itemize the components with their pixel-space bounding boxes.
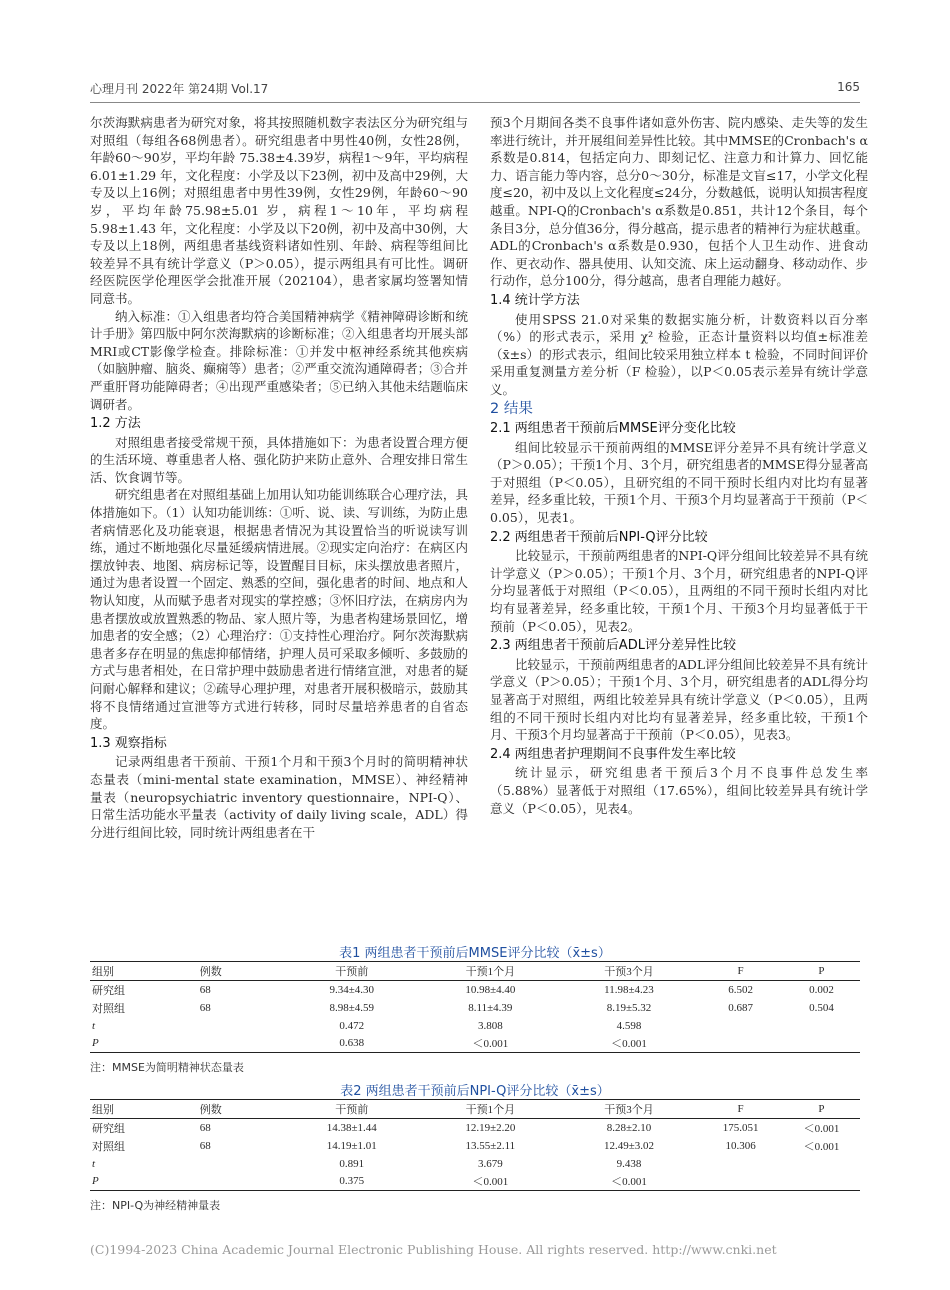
table-caption: 表2 两组患者干预前后NPI-Q评分比较（x̄±s） — [340, 1084, 610, 1099]
table-row — [90, 1137, 860, 1155]
left-column — [90, 114, 468, 841]
page-header — [90, 80, 860, 98]
cell: ＜0.001 — [560, 1172, 699, 1191]
table-row — [90, 1119, 860, 1138]
paragraph: 研究组患者在对照组基础上加用认知功能训练联合心理疗法，具体措施如下。（1）认知功能训练：①听、说、读、写训练，为防止患者病情恶化及功能衰退，根据患者情况为其设置恰当的听说读写训练，通过不断地强化尽量延缓病情进展。②现实定向治疗：在病区内摆放钟表、地图、病房标记等，设置醒目目标，床头摆放患者照片，通过为患者设置一个固定、熟悉的空间，强化患者的时间、地点和人物认知度，从而赋予患者对现实的掌控感；③怀旧疗法，在病房内为患者摆放或放置熟悉的物品、家人照片等，为患者构建场景回忆，增加患者的安全感；（2）心理治疗：①支持性心理治疗。阿尔茨海默病患者多存在明显的焦虑抑郁情绪，护理人员可采取多倾听、多鼓励的方式与患者相处，在日常护理中鼓励患者进行情绪宣泄，对患者的疑问耐心解释和建议；②疏导心理护理，对患者开展积极暗示，鼓励其将不良情绪通过宣泄等方式进行转移，同时尽量培养患者的自省态度。 — [90, 487, 468, 732]
cell: 对照组 — [92, 1141, 125, 1153]
cell: 对照组 — [92, 1003, 125, 1015]
cell — [783, 1034, 860, 1053]
col-header: 干预3个月 — [560, 962, 699, 981]
copyright-footer: (C)1994-2023 China Academic Journal Electronic Publishing House. All rights reserved. http://www.cnki.net — [90, 1242, 777, 1257]
cell: 12.19±2.20 — [465, 1122, 516, 1134]
table-row — [90, 981, 860, 1000]
cell: 13.55±2.11 — [465, 1140, 516, 1152]
section-heading: 1.3 观察指标 — [90, 735, 167, 751]
section-heading: 2.1 两组患者干预前后MMSE评分变化比较 — [490, 421, 736, 437]
cell — [198, 1172, 283, 1191]
cell: 8.98±4.59 — [329, 1002, 375, 1014]
col-header: 例数 — [198, 962, 283, 981]
table-2 — [90, 1080, 860, 1213]
table-row — [90, 1017, 860, 1034]
col-header: P — [783, 962, 860, 981]
col-header: 例数 — [198, 1100, 283, 1119]
table-row — [90, 1172, 860, 1191]
cell: 8.19±5.32 — [606, 1002, 652, 1014]
cell: 4.598 — [616, 1019, 642, 1032]
paragraph: 统计显示，研究组患者干预后3个月不良事件总发生率（5.88%）显著低于对照组（17.65%），组间比较差异具有统计学意义（P＜0.05），见表4。 — [490, 765, 868, 816]
table-row — [90, 1155, 860, 1172]
cell: 11.98±4.23 — [604, 984, 654, 996]
section-heading: 2.3 两组患者干预前后ADL评分差异性比较 — [490, 638, 736, 654]
col-header: 干预3个月 — [560, 1100, 699, 1119]
cell — [198, 1034, 283, 1053]
table-1 — [90, 942, 860, 1075]
cell: 68 — [199, 1140, 211, 1152]
page-number: 165 — [837, 80, 860, 94]
cell: 68 — [199, 1002, 211, 1014]
table-row — [90, 1034, 860, 1053]
paragraph: 预3个月期间各类不良事件诸如意外伤害、院内感染、走失等的发生率进行统计，并开展组间差异性比较。其中MMSE的Cronbach's α系数是0.814，包括定向力、即刻记忆、注意力和计算力、回忆能力、语言能力等内容，总分0～30分，标准是文盲≤17，小学文化程度≤20，初中及以上文化程度≤24分，分数越低，说明认知损害程度越重。NPI-Q的Cronbach's α系数是0.851，共计12个条目，每个条目3分，总分值36分，得分越高，提示患者的精神行为症状越重。ADL的Cronbach's α系数是0.930，包括个人卫生动作、进食动作、更衣动作、器具使用、认知交流、床上运动翻身、移动动作、步行动作，总分100分，得分越高，患者自理能力越好。 — [490, 115, 868, 289]
cell: ＜0.001 — [803, 1141, 840, 1153]
paragraph: 组间比较显示干预前两组的MMSE评分差异不具有统计学意义（P＞0.05）；干预1个月、3个月，研究组患者的MMSE得分显著高于对照组（P＜0.05），且研究组的不同干预时长组内对比均有显著差异，经多重比较，干预1个月、干预3个月均显著高于干预前（P＜0.05），见表1。 — [490, 439, 868, 526]
journal-title: 心理月刊 2022年 第24期 Vol.17 — [90, 82, 269, 96]
section-heading: 1.2 方法 — [90, 416, 141, 432]
cell: 8.11±4.39 — [468, 1002, 513, 1014]
data-table — [90, 1099, 860, 1191]
col-header: 干预前 — [282, 1100, 421, 1119]
cell: 3.808 — [478, 1019, 503, 1032]
cell: 研究组 — [92, 985, 125, 997]
cell: ＜0.001 — [421, 1172, 560, 1191]
section-heading-major: 2 结果 — [490, 400, 533, 417]
cell: 12.49±3.02 — [603, 1140, 654, 1152]
data-table — [90, 961, 860, 1053]
right-column — [490, 114, 868, 817]
paragraph: 比较显示，干预前两组患者的NPI-Q评分组间比较差异不具有统计学意义（P＞0.05）；干预1个月、3个月，研究组患者的NPI-Q评分均显著低于对照组（P＜0.05），且两组的不同干预时长组内对比均有显著差异，经多重比较，干预1个月、干预3个月均显著低于干预前（P＜0.05），见表2。 — [490, 548, 868, 634]
paragraph: 对照组患者接受常规干预，具体措施如下：为患者设置合理方便的生活环境、尊重患者人格、强化防护来防止意外、合理安排日常生活、饮食调节等。 — [90, 434, 468, 485]
cell — [783, 1017, 860, 1034]
cell: t — [92, 1019, 96, 1032]
cell — [783, 1172, 860, 1191]
cell: 0.002 — [809, 984, 834, 996]
cell — [783, 1155, 860, 1172]
col-header: F — [698, 1100, 783, 1119]
paragraph: 使用SPSS 21.0对采集的数据实施分析，计数资料以百分率（%）的形式表示，采用 χ² 检验，正态计量资料以均值±标准差（x̄±s）的形式表示，组间比较采用独立样本 t 检验，不同时间评价采用重复测量方差分析（F 检验），以P＜0.05表示差异有统计学意义。 — [490, 311, 868, 397]
cell: 0.638 — [282, 1034, 421, 1053]
col-header: 干预1个月 — [421, 962, 560, 981]
cell: 68 — [199, 1122, 211, 1134]
cell — [198, 1017, 283, 1034]
cell: 14.38±1.44 — [326, 1122, 377, 1134]
col-header: 干预1个月 — [421, 1100, 560, 1119]
table-note: 注：NPI-Q为神经精神量表 — [90, 1199, 221, 1212]
cell: 9.438 — [616, 1157, 642, 1170]
cell: 0.472 — [339, 1019, 365, 1032]
cell: ＜0.001 — [560, 1034, 699, 1053]
section-heading: 1.4 统计学方法 — [490, 292, 580, 308]
cell: 6.502 — [728, 984, 753, 996]
section-heading: 2.2 两组患者干预前后NPI-Q评分比较 — [490, 529, 708, 545]
cell: 68 — [199, 984, 211, 996]
cell: 10.306 — [725, 1140, 756, 1152]
table-header-row — [90, 962, 860, 981]
col-header: 干预前 — [282, 962, 421, 981]
col-header: 组别 — [90, 962, 198, 981]
header-divider — [90, 102, 860, 103]
cell: 0.687 — [728, 1002, 753, 1014]
cell — [198, 1155, 283, 1172]
cell — [698, 1034, 783, 1053]
cell: 0.375 — [282, 1172, 421, 1191]
cell — [698, 1155, 783, 1172]
table-note: 注：MMSE为简明精神状态量表 — [90, 1061, 244, 1074]
cell — [698, 1017, 783, 1034]
cell: t — [92, 1157, 96, 1170]
paragraph: 比较显示，干预前两组患者的ADL评分组间比较差异不具有统计学意义（P＞0.05）；干预1个月、3个月，研究组患者的ADL得分均显著高于对照组，两组比较差异具有统计学意义（P＜0.05），且两组的不同干预时长组内对比均有显著差异，经多重比较，干预1个月、干预3个月均显著高于干预前（P＜0.05），见表3。 — [490, 656, 868, 743]
cell: ＜0.001 — [421, 1034, 560, 1053]
col-header: P — [783, 1100, 860, 1119]
table-row — [90, 999, 860, 1017]
paragraph: 尔茨海默病患者为研究对象，将其按照随机数字表法区分为研究组与对照组（每组各68例患者）。研究组患者中男性40例，女性28例，年龄60～90岁，平均年龄 75.38±4.39岁，病程1～9年，平均病程 6.01±1.29 年，文化程度：小学及以下23例，初中及高中29例，大专及以上16例；对照组患者中男性39例，女性29例，年龄60～90岁，平均年龄75.98±5.01 岁，病程1～10年，平均病程 5.98±1.43 年，文化程度：小学及以下20例，初中及高中30例，大专及以上18例，两组患者基线资料诸如性别、年龄、病程等组间比较差异不具有统计学意义（P＞0.05），提示两组具有可比性。调研经医院医学伦理医学会批准开展（202104），患者家属均签署知情同意书。 — [90, 115, 468, 306]
col-header: F — [698, 962, 783, 981]
cell: 10.98±4.40 — [465, 984, 516, 996]
cell: 0.891 — [339, 1157, 365, 1170]
col-header: 组别 — [90, 1100, 198, 1119]
cell — [698, 1172, 783, 1191]
table-header-row — [90, 1100, 860, 1119]
cell: 3.679 — [478, 1157, 503, 1170]
cell: ＜0.001 — [803, 1123, 840, 1135]
cell: 研究组 — [92, 1123, 125, 1135]
paragraph: 记录两组患者干预前、干预1个月和干预3个月时的简明精神状态量表（mini-mental state examination，MMSE）、神经精神量表（neuropsychiatric inventory questionnaire，NPI-Q）、日常生活功能水平量表（activity of daily living scale，ADL）得分进行组间比较，同时统计两组患者在干 — [90, 754, 468, 840]
paragraph: 纳入标准：①入组患者均符合美国精神病学《精神障碍诊断和统计手册》第四版中阿尔茨海默病的诊断标准；②入组患者均开展头部MRI或CT影像学检查。排除标准：①并发中枢神经系统其他疾病（如脑肿瘤、脑炎、癫痫等）患者；②严重交流沟通障碍者；③合并严重肝肾功能障碍者；④出现严重感染者；⑤已纳入其他未结题临床调研者。 — [90, 308, 468, 412]
cell: 14.19±1.01 — [326, 1140, 377, 1152]
section-heading: 2.4 两组患者护理期间不良事件发生率比较 — [490, 746, 736, 762]
cell: P — [90, 1034, 198, 1053]
cell: 8.28±2.10 — [606, 1122, 652, 1134]
cell: 175.051 — [722, 1122, 759, 1134]
table-caption: 表1 两组患者干预前后MMSE评分比较（x̄±s） — [339, 946, 611, 961]
cell: 9.34±4.30 — [329, 984, 375, 996]
cell: P — [90, 1172, 198, 1191]
cell: 0.504 — [809, 1002, 834, 1014]
